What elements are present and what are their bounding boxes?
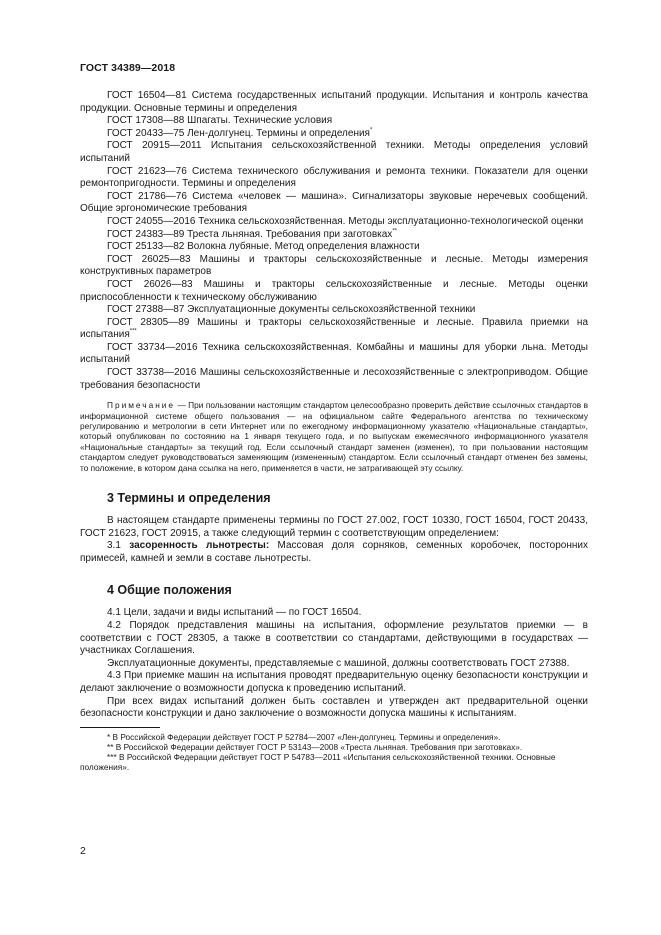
- reference-item: ГОСТ 26026—83 Машины и тракторы сельскохозяйственные и лесные. Методы оценки приспособленности к техническому обслуживанию: [80, 278, 588, 303]
- reference-item: ГОСТ 27388—87 Эксплуатационные документы сельскохозяйственной техники: [107, 304, 476, 316]
- section-4-paragraph: 4.2 Порядок представления машины на испытания, оформление результатов приемки — в соответствии с ГОСТ 28305, а также в соответствии со стандартами, действующими в государствах — участниках Соглашения.: [80, 620, 588, 657]
- term-definition: 3.1 засоренность льнотресты: Массовая доля сорняков, семенных коробочек, посторонних примесей, камней и земли в составе льнотресты.: [80, 540, 588, 564]
- term-name: засоренность льнотресты:: [129, 540, 270, 552]
- reference-item: ГОСТ 21623—76 Система технического обслуживания и ремонта техники. Показатели для оценки ремонтопригодности. Термины и определения: [80, 165, 588, 190]
- page-content: [80, 90, 588, 773]
- note-text: — При пользовании настоящим стандартом целесообразно проверить действие ссылочных стандартов в информационной системе общего пользования — на официальном сайте Федерального агентства по техническому регулированию и метрологии в сети Интернет или по ежегодному информационному указателю «Национальные стандарты», который опубликован по состоянию на 1 января текущего года, и по выпускам ежемесячного информационного указателя «Национальные стандарты» за текущий год. Если ссылочный стандарт заменен (изменен), то при пользовании настоящим стандартом следует руководствоваться заменяющим (измененным) стандартом. Если ссылочный стандарт отменен без замены, то положение, в котором дана ссылка на него, применяется в части, не затрагивающей эту ссылку.: [80, 400, 588, 473]
- footnote: ** В Российской Федерации действует ГОСТ Р 53143—2008 «Треста льняная. Требования при заготовках».: [107, 742, 523, 753]
- reference-item: ГОСТ 16504—81 Система государственных испытаний продукции. Испытания и контроль качества продукции. Основные термины и определения: [80, 90, 588, 114]
- section-4-paragraph: Эксплуатационные документы, представляемые с машиной, должны соответствовать ГОСТ 27388.: [107, 657, 570, 669]
- footnote: * В Российской Федерации действует ГОСТ Р 52784—2007 «Лен-долгунец. Термины и определения».: [107, 731, 501, 742]
- note-label: Примечание: [107, 400, 176, 411]
- section-4-paragraph: При всех видах испытаний должен быть составлен и утвержден акт предварительной оценки безопасности конструкции и дано заключение о возможности допуска машины к испытаниям.: [80, 695, 588, 720]
- reference-note: [80, 400, 588, 473]
- footnote-divider: [80, 727, 160, 728]
- reference-item: ГОСТ 21786—76 Система «человек — машина». Сигнализаторы звуковые неречевых сообщений. Общие эргономические требования: [80, 190, 588, 215]
- page-number: 2: [80, 845, 86, 857]
- reference-item: ГОСТ 17308—88 Шпагаты. Технические условия: [107, 115, 333, 127]
- reference-item: ГОСТ 24055—2016 Техника сельскохозяйственная. Методы эксплуатационно-технологической оценки: [107, 215, 584, 227]
- section-3-intro: В настоящем стандарте применены термины по ГОСТ 27.002, ГОСТ 10330, ГОСТ 16504, ГОСТ 20433, ГОСТ 21623, ГОСТ 20915, а также следующий термин с соответствующим определением:: [80, 515, 588, 539]
- reference-item: ГОСТ 20433—75 Лен-долгунец. Термины и определения*: [107, 127, 373, 139]
- reference-item: ГОСТ 20915—2011 Испытания сельскохозяйственной техники. Методы определения условий испытаний: [80, 140, 588, 164]
- section-3-title: 3 Термины и определения: [107, 491, 271, 506]
- reference-item: ГОСТ 25133—82 Волокна лубяные. Метод определения влажности: [107, 241, 420, 253]
- footnote: *** В Российской Федерации действует ГОСТ Р 54783—2011 «Испытания сельскохозяйственной техники. Основные положения».: [80, 752, 556, 773]
- reference-item: ГОСТ 33734—2016 Техника сельскохозяйственная. Комбайны и машины для уборки льна. Методы испытаний: [80, 341, 588, 366]
- section-4-paragraph: 4.1 Цели, задачи и виды испытаний — по ГОСТ 16504.: [107, 607, 362, 619]
- section-4-title: 4 Общие положения: [107, 583, 232, 598]
- running-header: ГОСТ 34389—2018: [80, 62, 176, 74]
- reference-item: ГОСТ 24383—89 Треста льняная. Требования при заготовках**: [107, 228, 397, 240]
- reference-item: ГОСТ 33738—2016 Машины сельскохозяйственные и лесохозяйственные с электроприводом. Общие требования безопасности: [80, 367, 588, 391]
- reference-item: ГОСТ 28305—89 Машины и тракторы сельскохозяйственные и лесные. Правила приемки на испытания***: [80, 316, 588, 341]
- normative-references-list: [80, 90, 588, 392]
- reference-item: ГОСТ 26025—83 Машины и тракторы сельскохозяйственные и лесные. Методы измерения конструктивных параметров: [80, 253, 588, 278]
- section-4-paragraph: 4.3 При приемке машин на испытания проводят предварительную оценку безопасности конструкции и делают заключение о возможности допуска к проведению испытаний.: [80, 670, 588, 695]
